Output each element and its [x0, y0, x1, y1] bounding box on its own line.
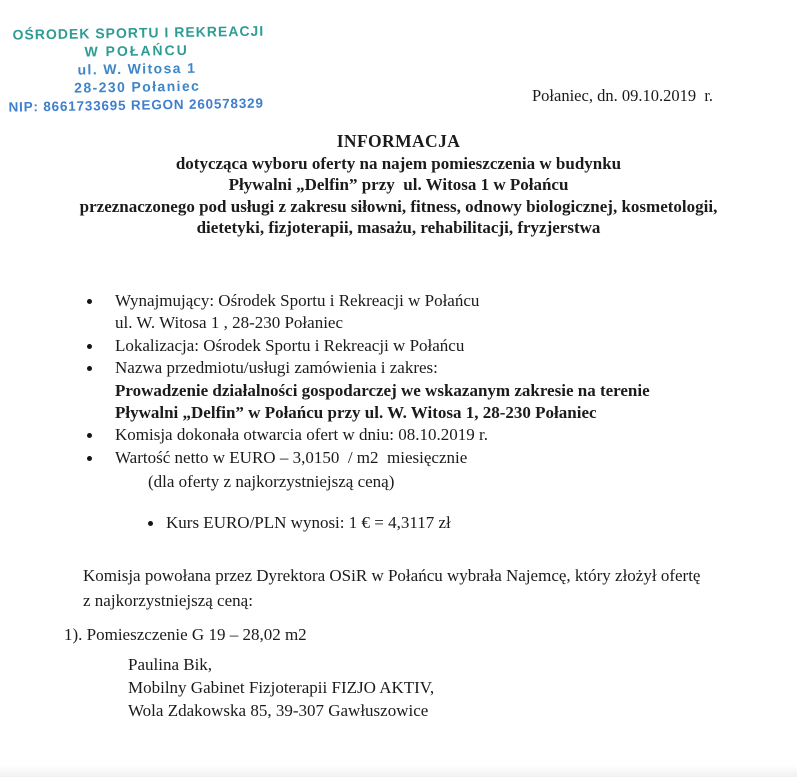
- document-title: INFORMACJA: [336, 131, 461, 151]
- tenant-name: Paulina Bik,: [128, 655, 213, 674]
- bullet-dot-spacer: [85, 402, 115, 424]
- numbered-item: 1). Pomieszczenie G 19 – 28,02 m2: [64, 625, 307, 644]
- bullet-continuation: [85, 312, 745, 334]
- bullet-text: (dla oferty z najkorzystniejszą ceną): [148, 472, 395, 492]
- tenant-address: Wola Zdakowska 85, 39-307 Gawłuszowice: [128, 701, 429, 720]
- title-subline: przeznaczonego pod usługi z zakresu siłowni, fitness, odnowy biologicznej, kosmetologii,: [79, 196, 718, 216]
- closing-line: z najkorzystniejszą ceną:: [83, 591, 253, 610]
- stamp-street: ul. W. Witosa 1: [77, 59, 197, 78]
- title-subline: dotycząca wyboru oferty na najem pomieszczenia w budynku: [175, 153, 622, 173]
- dateline: Połaniec, dn. 09.10.2019 r.: [532, 86, 714, 105]
- tenant-block: [128, 653, 434, 722]
- stamp-org-city: W POŁAŃCU: [84, 41, 189, 60]
- bullet-item: [85, 290, 745, 312]
- bullet-dot-icon: [148, 521, 153, 526]
- stamp-postal: 28-230 Połaniec: [74, 77, 201, 96]
- bullet-list: [85, 290, 745, 494]
- stamp-nip-regon: NIP: 8661733695 REGON 260578329: [8, 95, 264, 115]
- sub-bullet-item: [148, 512, 451, 534]
- closing-line: Komisja powołana przez Dyrektora OSiR w Połańcu wybrała Najemcę, który złożył ofertę: [83, 566, 701, 585]
- title-subline: dietetyki, fizjoterapii, masażu, rehabilitacji, fryzjerstwa: [196, 218, 601, 237]
- bullet-text: Lokalizacja: Ośrodek Sportu i Rekreacji w Połańcu: [115, 335, 465, 355]
- bullet-continuation: [85, 380, 745, 402]
- bullet-item: [85, 424, 745, 446]
- bullet-dot-icon: [85, 290, 115, 312]
- title-block: [0, 131, 797, 239]
- bullet-continuation: [85, 402, 745, 424]
- bullet-dot-icon: [85, 335, 115, 357]
- bullet-text: ul. W. Witosa 1 , 28-230 Połaniec: [115, 313, 344, 333]
- bullet-dot-spacer: [118, 471, 148, 493]
- bullet-item: [85, 447, 745, 469]
- bullet-dot-icon: [85, 447, 115, 469]
- bullet-dot-spacer: [85, 312, 115, 334]
- bullet-dot-icon: [85, 424, 115, 446]
- bullet-text-bold: Prowadzenie działalności gospodarczej we wskazanym zakresie na terenie: [115, 380, 650, 400]
- bullet-continuation: [85, 471, 745, 493]
- org-stamp: [7, 21, 348, 122]
- bullet-text: Komisja dokonała otwarcia ofert w dniu: 08.10.2019 r.: [115, 425, 488, 445]
- title-subline: Pływalni „Delfin” przy ul. Witosa 1 w Połańcu: [228, 175, 569, 194]
- bullet-item: [85, 335, 745, 357]
- bullet-item: [85, 357, 745, 379]
- sub-bullet-text: Kurs EURO/PLN wynosi: 1 € = 4,3117 zł: [166, 513, 451, 532]
- bullet-text-bold: Pływalni „Delfin” w Połańcu przy ul. W. Witosa 1, 28-230 Połaniec: [115, 403, 597, 423]
- scan-edge-shadow: [0, 765, 797, 777]
- bullet-text: Wynajmujący: Ośrodek Sportu i Rekreacji w Połańcu: [115, 291, 480, 310]
- bullet-dot-spacer: [85, 380, 115, 402]
- closing-paragraph: [83, 563, 743, 613]
- bullet-text: Wartość netto w EURO – 3,0150 / m2 miesięcznie: [115, 447, 468, 467]
- bullet-dot-icon: [85, 357, 115, 379]
- tenant-business: Mobilny Gabinet Fizjoterapii FIZJO AKTIV,: [128, 678, 435, 697]
- bullet-text: Nazwa przedmiotu/usługi zamówienia i zakres:: [115, 358, 438, 378]
- stamp-org-name: OŚRODEK SPORTU I REKREACJI: [12, 22, 265, 43]
